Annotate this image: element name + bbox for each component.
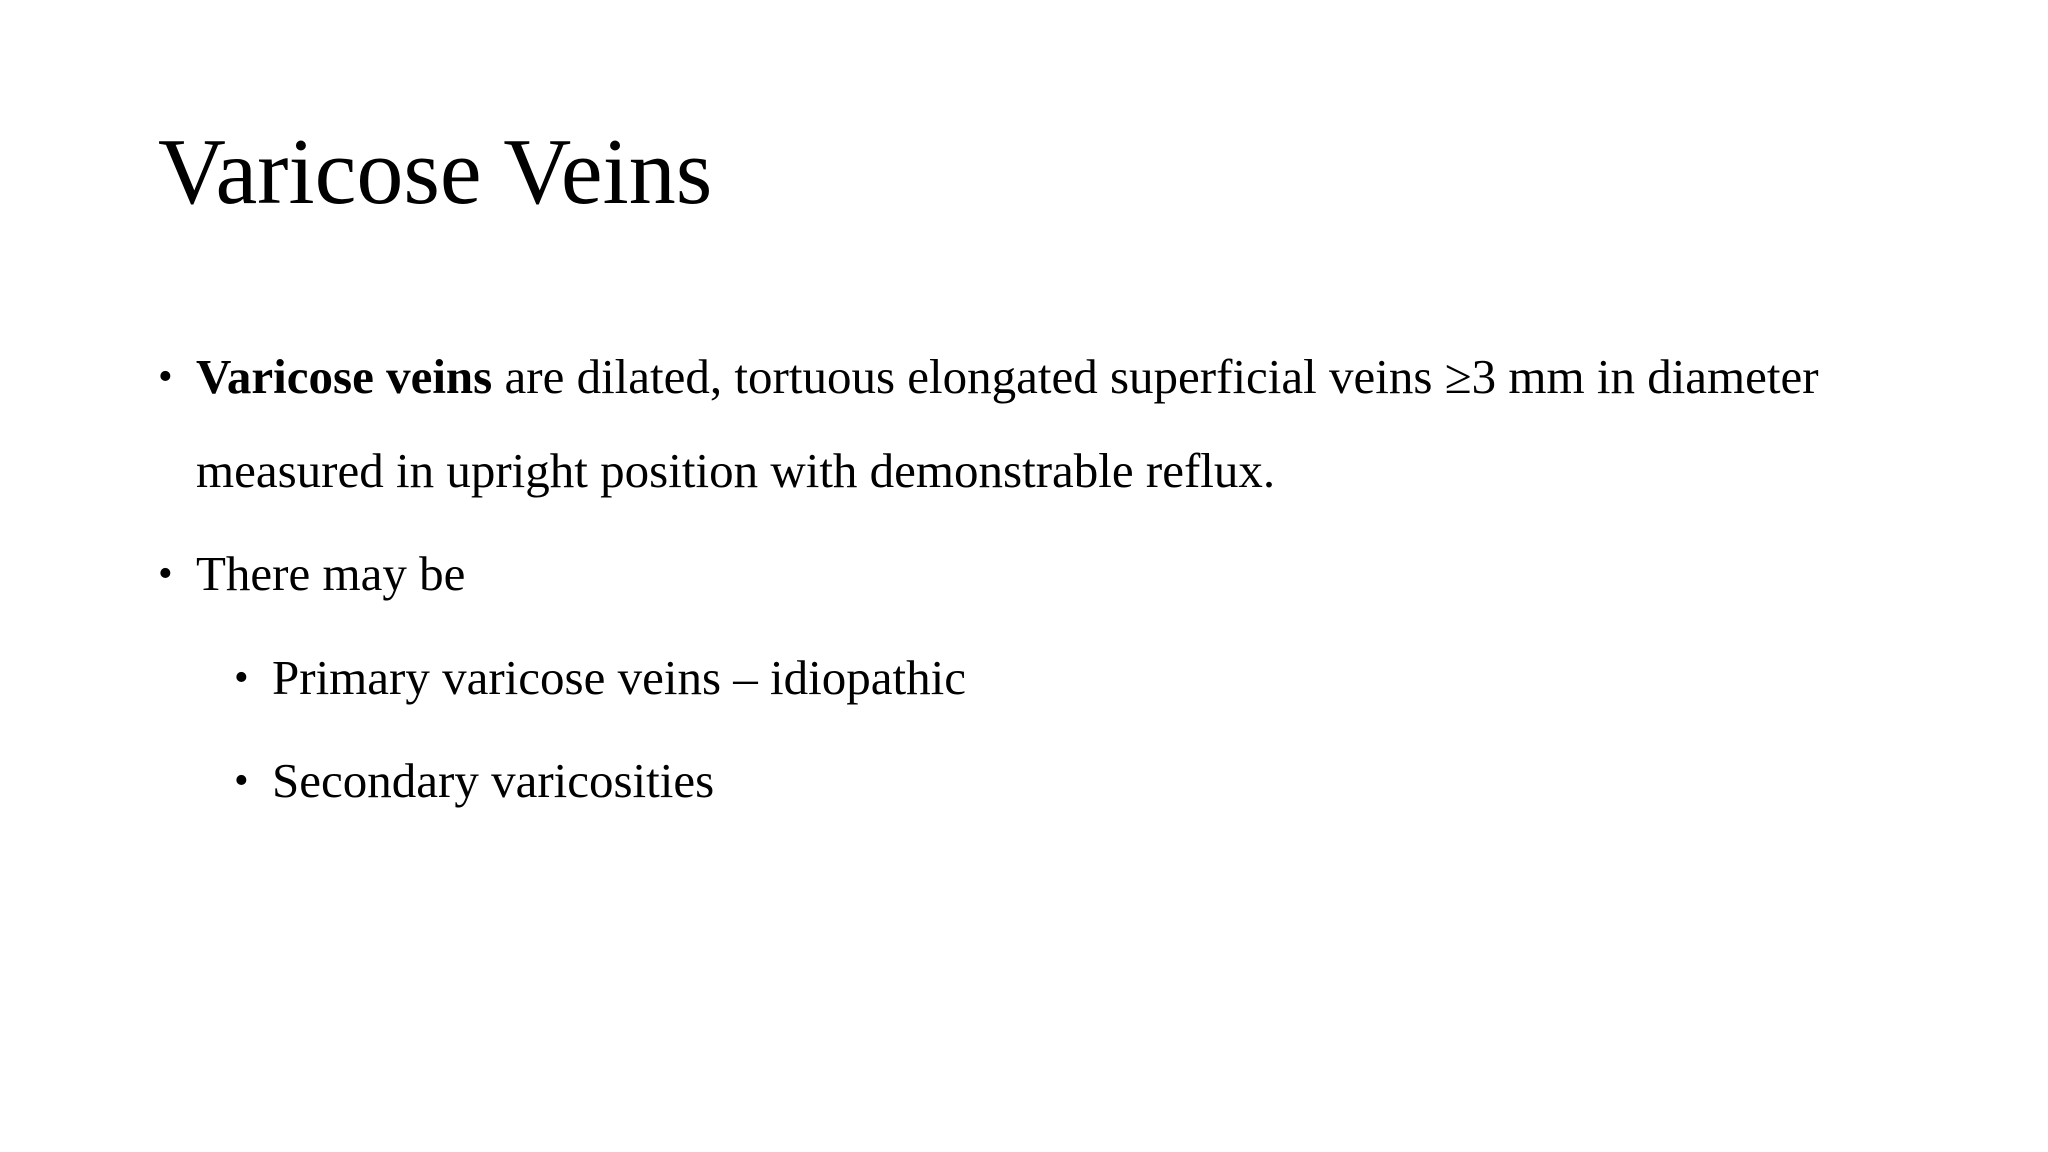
slide-content (158, 330, 1958, 846)
definition-line-2: measured in upright position with demonstrable reflux. (196, 443, 1276, 498)
bullet-dot: • (158, 354, 173, 400)
there-may-be-text: There may be (196, 546, 466, 601)
sub-bullet-primary (234, 640, 1958, 716)
slide-title: Varicose Veins (158, 120, 713, 224)
sub-bullet-dot: • (234, 758, 249, 804)
bullet-there-may-be (158, 536, 1958, 612)
sub-bullet-secondary (234, 743, 1958, 819)
sub-bullet-list (158, 640, 1958, 819)
secondary-varicosities-text: Secondary varicosities (272, 753, 715, 808)
term-varicose-veins: Varicose veins (196, 349, 493, 404)
bullet-varicose-definition (158, 330, 1958, 518)
primary-varicose-text: Primary varicose veins – idiopathic (272, 650, 966, 705)
sub-bullet-dot: • (234, 655, 249, 701)
definition-text-1: are dilated, tortuous elongated superficial veins ≥3 mm in diameter (492, 349, 1819, 404)
definition-line-1 (196, 330, 1958, 424)
bullet-dot: • (158, 551, 173, 597)
